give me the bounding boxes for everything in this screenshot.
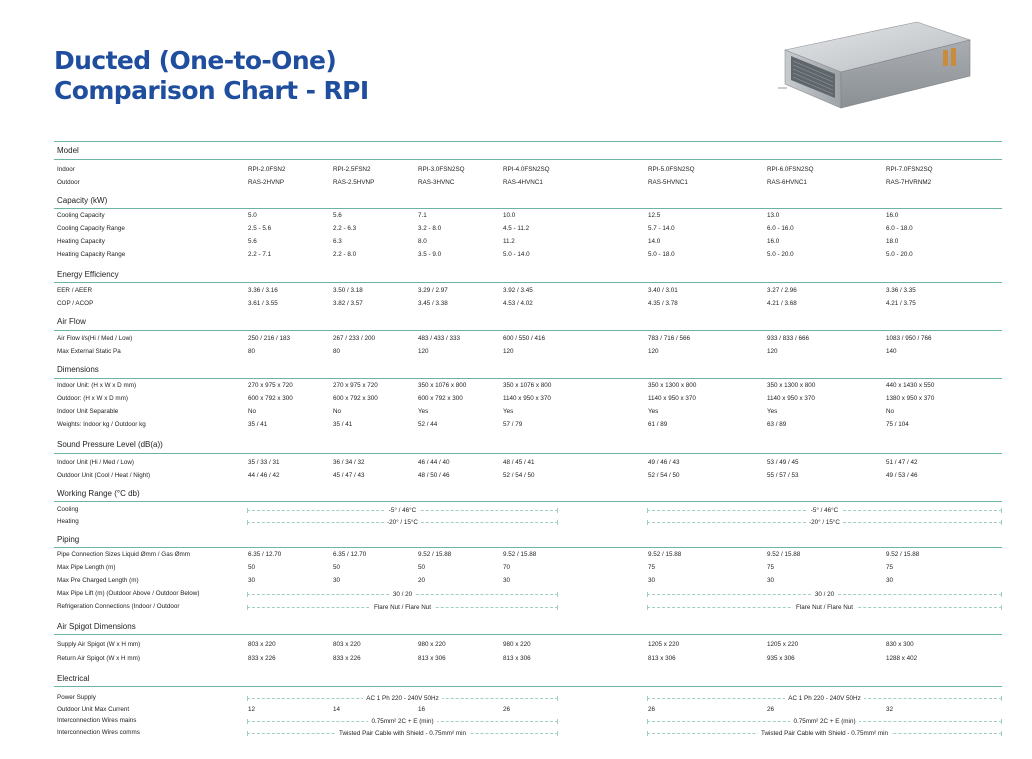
page-title: [54, 46, 369, 106]
span-label: [247, 730, 558, 738]
table-cell: 75: [648, 564, 656, 571]
table-cell: 9.52 / 15.88: [886, 551, 920, 558]
table-cell: 600 / 550 / 416: [503, 335, 546, 342]
span-label: [247, 507, 558, 515]
section-title: Electrical: [57, 674, 90, 683]
table-cell: 6.35 / 12.70: [333, 551, 367, 558]
section-title: Working Range (°C db): [57, 489, 140, 498]
table-cell: 14.0: [648, 238, 661, 245]
spanning-value: [647, 519, 1002, 526]
table-cell: 980 x 220: [418, 641, 446, 648]
section-divider: [54, 378, 1002, 379]
row-label: Interconnection Wires comms: [57, 729, 140, 736]
table-cell: 53 / 49 / 45: [767, 459, 799, 466]
table-cell: 14: [333, 706, 341, 713]
table-cell: 61 / 89: [648, 421, 668, 428]
table-cell: RAS-7HVRNM2: [886, 179, 932, 186]
table-cell: RPI-5.0FSN2SQ: [648, 166, 695, 173]
section-divider: [54, 501, 1002, 502]
row-label: Outdoor: (H x W x D mm): [57, 395, 129, 402]
table-cell: 3.2 - 8.0: [418, 225, 442, 232]
table-cell: 3.5 - 9.0: [418, 251, 442, 258]
table-cell: 50: [248, 564, 256, 571]
table-cell: 1205 x 220: [767, 641, 799, 648]
table-cell: 250 / 216 / 183: [248, 335, 291, 342]
table-cell: 1380 x 950 x 370: [886, 395, 935, 402]
table-cell: 980 x 220: [503, 641, 531, 648]
section-title: Air Flow: [57, 317, 86, 326]
span-label: [647, 730, 1002, 738]
table-cell: 48 / 45 / 41: [503, 459, 535, 466]
row-label: Cooling Capacity Range: [57, 225, 125, 232]
table-cell: 75: [767, 564, 775, 571]
table-cell: 75: [886, 564, 894, 571]
table-cell: 57 / 79: [503, 421, 523, 428]
table-cell: 4.21 / 3.68: [767, 300, 797, 307]
row-label: Cooling: [57, 506, 79, 513]
table-cell: 6.0 - 16.0: [767, 225, 794, 232]
row-label: Outdoor: [57, 179, 80, 186]
table-cell: 9.52 / 15.88: [648, 551, 682, 558]
section-title: Sound Pressure Level (dB(a)): [57, 440, 163, 449]
table-cell: 2.2 - 6.3: [333, 225, 357, 232]
table-cell: 8.0: [418, 238, 427, 245]
span-label: [247, 591, 558, 599]
table-cell: 5.6: [248, 238, 257, 245]
table-cell: 1140 x 950 x 370: [767, 395, 815, 402]
row-label: Cooling Capacity: [57, 212, 105, 219]
span-text: -5° / 46°C: [808, 507, 841, 514]
table-cell: 26: [503, 706, 511, 713]
table-cell: 35 / 41: [248, 421, 268, 428]
table-cell: 80: [248, 348, 256, 355]
title-line-2: Comparison Chart - RPI: [54, 76, 369, 105]
section-title: Air Spigot Dimensions: [57, 622, 136, 631]
table-cell: 35 / 33 / 31: [248, 459, 280, 466]
span-label: [247, 519, 558, 527]
table-cell: 6.0 - 18.0: [886, 225, 913, 232]
table-cell: 1288 x 402: [886, 655, 918, 662]
table-cell: RPI-2.0FSN2: [248, 166, 286, 173]
section-title: Energy Efficiency: [57, 270, 119, 279]
table-cell: 44 / 46 / 42: [248, 472, 280, 479]
table-cell: 16.0: [886, 212, 899, 219]
table-cell: 2.2 - 7.1: [248, 251, 272, 258]
table-cell: 1205 x 220: [648, 641, 680, 648]
table-cell: Yes: [648, 408, 659, 415]
span-text: 0.75mm² 2C + E (min): [790, 718, 858, 725]
table-cell: RAS-6HVNC1: [767, 179, 807, 186]
row-label: Max Pipe Lift (m) (Outdoor Above / Outdoor Below): [57, 590, 200, 597]
section-divider: [54, 141, 1002, 142]
row-label: Max External Static Pa: [57, 348, 121, 355]
section-divider: [54, 686, 1002, 687]
table-cell: 3.36 / 3.16: [248, 287, 278, 294]
section-divider: [54, 208, 1002, 209]
table-cell: 270 x 975 x 720: [333, 382, 378, 389]
spanning-value: [247, 718, 558, 725]
row-label: Heating: [57, 518, 79, 525]
table-cell: 1140 x 950 x 370: [648, 395, 696, 402]
section-divider: [54, 282, 1002, 283]
table-cell: 4.35 / 3.78: [648, 300, 678, 307]
table-cell: 3.82 / 3.57: [333, 300, 363, 307]
table-cell: 5.0 - 20.0: [767, 251, 794, 258]
spanning-value: [647, 591, 1002, 598]
row-label: Heating Capacity Range: [57, 251, 126, 258]
spanning-value: [647, 695, 1002, 702]
span-text: -20° / 15°C: [384, 519, 421, 526]
table-cell: 600 x 792 x 300: [333, 395, 378, 402]
table-cell: 26: [648, 706, 656, 713]
table-cell: RAS-3HVNC: [418, 179, 455, 186]
table-cell: 5.0: [248, 212, 257, 219]
table-cell: 30: [767, 577, 775, 584]
span-label: [247, 718, 558, 726]
section-title: Capacity (kW): [57, 196, 108, 205]
row-label: Air Flow l/s(Hi / Med / Low): [57, 335, 133, 342]
spanning-value: [247, 695, 558, 702]
span-label: [647, 507, 1002, 515]
table-cell: 50: [333, 564, 341, 571]
table-cell: 803 x 220: [248, 641, 276, 648]
section-divider: [54, 547, 1002, 548]
table-cell: 3.40 / 3.01: [648, 287, 678, 294]
table-cell: 120: [648, 348, 659, 355]
table-cell: 6.3: [333, 238, 342, 245]
ducted-unit-image: [775, 18, 975, 118]
row-label: COP / ACOP: [57, 300, 94, 307]
table-cell: 10.0: [503, 212, 516, 219]
table-cell: 12.5: [648, 212, 661, 219]
table-cell: 5.0 - 20.0: [886, 251, 913, 258]
table-cell: 813 x 306: [418, 655, 446, 662]
table-cell: Yes: [418, 408, 429, 415]
table-cell: 36 / 34 / 32: [333, 459, 365, 466]
spanning-value: [247, 507, 558, 514]
table-cell: 833 x 226: [248, 655, 276, 662]
table-cell: 350 x 1076 x 800: [503, 382, 552, 389]
table-cell: 32: [886, 706, 894, 713]
table-cell: 55 / 57 / 53: [767, 472, 799, 479]
spanning-value: [247, 604, 558, 611]
table-cell: 120: [503, 348, 514, 355]
table-cell: No: [248, 408, 257, 415]
table-cell: Yes: [503, 408, 514, 415]
table-cell: 600 x 792 x 300: [418, 395, 463, 402]
table-cell: 63 / 89: [767, 421, 787, 428]
row-label: Max Pipe Length (m): [57, 564, 116, 571]
table-cell: 49 / 46 / 43: [648, 459, 680, 466]
table-cell: 120: [418, 348, 429, 355]
row-label: Outdoor Unit (Cool / Heat / Night): [57, 472, 151, 479]
table-cell: 30: [886, 577, 894, 584]
table-cell: 350 x 1300 x 800: [648, 382, 697, 389]
table-cell: 5.0 - 18.0: [648, 251, 675, 258]
table-cell: 16: [418, 706, 426, 713]
span-label: [647, 519, 1002, 527]
table-cell: 45 / 47 / 43: [333, 472, 365, 479]
table-cell: 3.50 / 3.18: [333, 287, 363, 294]
row-label: Indoor Unit Separable: [57, 408, 119, 415]
span-text: 0.75mm² 2C + E (min): [368, 718, 436, 725]
table-cell: 267 / 233 / 200: [333, 335, 376, 342]
table-cell: 50: [418, 564, 426, 571]
table-cell: 26: [767, 706, 775, 713]
span-text: Flare Nut / Flare Nut: [793, 604, 856, 611]
section-divider: [54, 453, 1002, 454]
table-cell: 70: [503, 564, 511, 571]
table-cell: 833 x 226: [333, 655, 361, 662]
spanning-value: [647, 718, 1002, 725]
table-cell: 48 / 50 / 46: [418, 472, 450, 479]
row-label: Refrigeration Connections (Indoor / Outdoor: [57, 603, 180, 610]
table-cell: RPI-3.0FSN2SQ: [418, 166, 465, 173]
section-title: Model: [57, 146, 79, 155]
row-label: Return Air Spigot (W x H mm): [57, 655, 140, 662]
table-cell: 4.5 - 11.2: [503, 225, 530, 232]
table-cell: 350 x 1300 x 800: [767, 382, 816, 389]
span-label: [647, 718, 1002, 726]
span-text: Twisted Pair Cable with Shield - 0.75mm² min: [336, 730, 469, 737]
spanning-value: [247, 591, 558, 598]
span-text: Flare Nut / Flare Nut: [371, 604, 434, 611]
table-cell: 9.52 / 15.88: [418, 551, 452, 558]
table-cell: RAS-5HVNC1: [648, 179, 688, 186]
table-cell: 6.35 / 12.70: [248, 551, 282, 558]
table-cell: 49 / 53 / 46: [886, 472, 918, 479]
table-cell: 3.36 / 3.35: [886, 287, 916, 294]
span-text: -20° / 15°C: [806, 519, 843, 526]
spanning-value: [647, 507, 1002, 514]
table-cell: 933 / 833 / 666: [767, 335, 810, 342]
table-cell: No: [886, 408, 895, 415]
table-cell: Yes: [767, 408, 778, 415]
span-label: [647, 604, 1002, 612]
spanning-value: [247, 519, 558, 526]
table-cell: 270 x 975 x 720: [248, 382, 293, 389]
table-cell: 803 x 220: [333, 641, 361, 648]
table-cell: 35 / 41: [333, 421, 353, 428]
table-cell: 4.53 / 4.02: [503, 300, 533, 307]
table-cell: RPI-6.0FSN2SQ: [767, 166, 814, 173]
table-cell: 350 x 1076 x 800: [418, 382, 467, 389]
row-label: EER / AEER: [57, 287, 92, 294]
table-cell: 1140 x 950 x 370: [503, 395, 551, 402]
table-cell: 30: [333, 577, 341, 584]
table-cell: 140: [886, 348, 897, 355]
row-label: Supply Air Spigot (W x H mm): [57, 641, 141, 648]
table-cell: 46 / 44 / 40: [418, 459, 450, 466]
span-label: [247, 604, 558, 612]
table-cell: 12: [248, 706, 256, 713]
table-cell: 3.29 / 2.97: [418, 287, 448, 294]
span-text: AC 1 Ph 220 - 240V 50Hz: [363, 695, 441, 702]
table-cell: 5.7 - 14.0: [648, 225, 675, 232]
table-cell: 18.0: [886, 238, 899, 245]
table-cell: RPI-2.5FSN2: [333, 166, 371, 173]
table-cell: 75 / 104: [886, 421, 909, 428]
table-cell: 9.52 / 15.88: [767, 551, 801, 558]
table-cell: 2.5 - 5.6: [248, 225, 272, 232]
span-text: AC 1 Ph 220 - 240V 50Hz: [785, 695, 863, 702]
span-label: [647, 695, 1002, 703]
table-cell: 813 x 306: [648, 655, 676, 662]
spanning-value: [647, 730, 1002, 737]
table-cell: 4.21 / 3.75: [886, 300, 916, 307]
section-title: Piping: [57, 535, 80, 544]
spanning-value: [247, 730, 558, 737]
span-text: 30 / 20: [812, 591, 837, 598]
table-cell: No: [333, 408, 342, 415]
table-cell: 3.27 / 2.96: [767, 287, 797, 294]
table-cell: 30: [503, 577, 511, 584]
row-label: Indoor Unit (Hi / Med / Low): [57, 459, 134, 466]
table-cell: RPI-7.0FSN2SQ: [886, 166, 933, 173]
table-cell: RAS-2.5HVNP: [333, 179, 375, 186]
table-cell: 52 / 44: [418, 421, 438, 428]
table-cell: 30: [248, 577, 256, 584]
table-cell: RPI-4.0FSN2SQ: [503, 166, 550, 173]
table-cell: RAS-2HVNP: [248, 179, 285, 186]
span-text: 30 / 20: [390, 591, 415, 598]
row-label: Outdoor Unit Max Current: [57, 706, 130, 713]
table-cell: 783 / 716 / 566: [648, 335, 691, 342]
span-label: [247, 695, 558, 703]
section-divider: [54, 159, 1002, 160]
table-cell: 813 x 306: [503, 655, 531, 662]
table-cell: 52 / 54 / 50: [503, 472, 535, 479]
table-cell: 20: [418, 577, 426, 584]
table-cell: 30: [648, 577, 656, 584]
span-text: -5° / 46°C: [386, 507, 419, 514]
row-label: Heating Capacity: [57, 238, 105, 245]
row-label: Weights: Indoor kg / Outdoor kg: [57, 421, 146, 428]
table-cell: 2.2 - 8.0: [333, 251, 357, 258]
table-cell: 935 x 306: [767, 655, 795, 662]
row-label: Max Pre Charged Length (m): [57, 577, 139, 584]
table-cell: 3.92 / 3.45: [503, 287, 533, 294]
table-cell: 120: [767, 348, 778, 355]
table-cell: 440 x 1430 x 550: [886, 382, 935, 389]
spanning-value: [647, 604, 1002, 611]
table-cell: 830 x 300: [886, 641, 914, 648]
span-label: [647, 591, 1002, 599]
table-cell: 5.0 - 14.0: [503, 251, 530, 258]
table-cell: 600 x 792 x 300: [248, 395, 293, 402]
table-cell: 7.1: [418, 212, 427, 219]
table-cell: 51 / 47 / 42: [886, 459, 918, 466]
table-cell: 80: [333, 348, 341, 355]
row-label: Power Supply: [57, 694, 96, 701]
table-cell: 9.52 / 15.88: [503, 551, 537, 558]
table-cell: 483 / 433 / 333: [418, 335, 461, 342]
table-cell: RAS-4HVNC1: [503, 179, 543, 186]
span-text: Twisted Pair Cable with Shield - 0.75mm² min: [758, 730, 891, 737]
section-divider: [54, 634, 1002, 635]
row-label: Interconnection Wires mains: [57, 717, 137, 724]
row-label: Indoor Unit: (H x W x D mm): [57, 382, 137, 389]
title-line-1: Ducted (One-to-One): [54, 46, 337, 75]
table-cell: 16.0: [767, 238, 780, 245]
table-cell: 3.45 / 3.38: [418, 300, 448, 307]
section-title: Dimensions: [57, 365, 99, 374]
row-label: Indoor: [57, 166, 75, 173]
section-divider: [54, 330, 1002, 331]
table-cell: 3.61 / 3.55: [248, 300, 278, 307]
row-label: Pipe Connection Sizes Liquid Ømm / Gas Ømm: [57, 551, 190, 558]
table-cell: 52 / 54 / 50: [648, 472, 680, 479]
table-cell: 5.6: [333, 212, 342, 219]
table-cell: 11.2: [503, 238, 515, 245]
table-cell: 13.0: [767, 212, 780, 219]
table-cell: 1083 / 950 / 766: [886, 335, 932, 342]
